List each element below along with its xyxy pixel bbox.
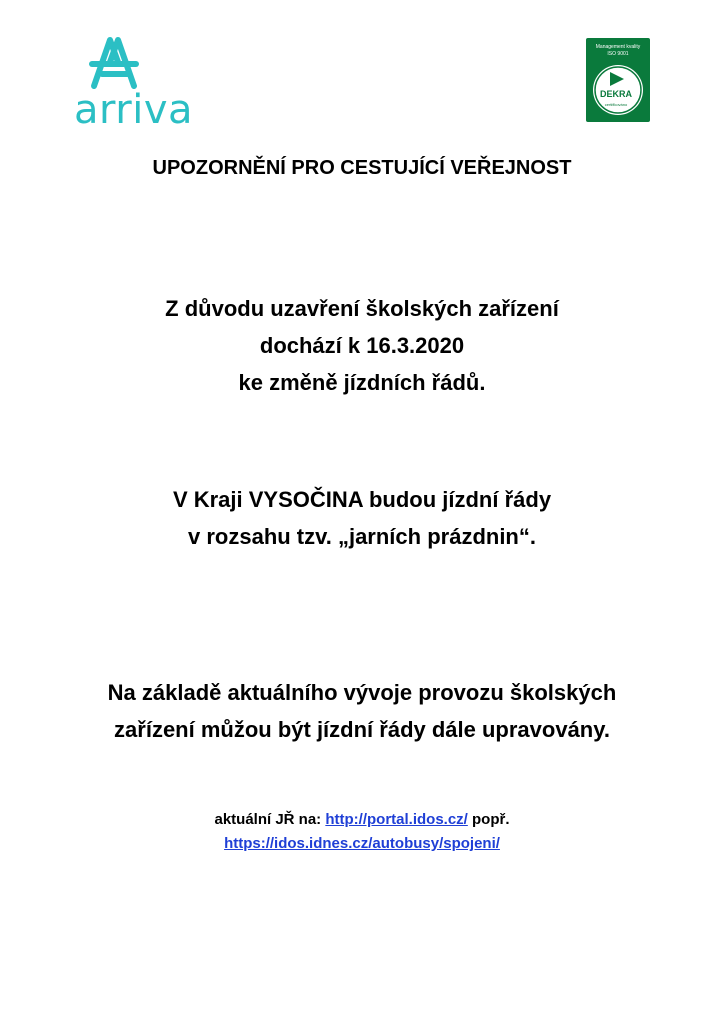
timetable-line-2: [0, 832, 724, 856]
timetable-links: [0, 808, 724, 856]
closure-line: ke změně jízdních řádů.: [238, 370, 486, 395]
dekra-side-text: certifikováno: [604, 102, 628, 107]
closure-line: Z důvodu uzavření školských zařízení: [165, 296, 559, 321]
arriva-logo: [74, 34, 193, 133]
timetable-prefix: aktuální JŘ na:: [214, 811, 326, 828]
dekra-top-text: Management kvality: [595, 44, 641, 50]
region-line: V Kraji VYSOČINA budou jízdní řády: [172, 487, 552, 512]
dekra-standard: ISO 9001: [607, 51, 629, 57]
dekra-certification-badge: [586, 38, 650, 122]
update-line: Na základě aktuálního vývoje provozu školských: [107, 680, 617, 705]
update-line: zařízení můžou být jízdní řády dále upravovány.: [114, 717, 610, 742]
timetable-middle: popř.: [467, 811, 510, 828]
dekra-brand: DEKRA: [599, 89, 633, 99]
arriva-mark-icon: [88, 34, 140, 90]
closure-line: dochází k 16.3.2020: [259, 333, 465, 358]
update-paragraph: [0, 674, 724, 748]
idos-idnes-link[interactable]: https://idos.idnes.cz/autobusy/spojeni/: [224, 835, 500, 852]
arriva-wordmark: arriva: [74, 87, 193, 133]
region-line: v rozsahu tzv. „jarních prázdnin“.: [188, 524, 536, 549]
region-paragraph: [0, 481, 724, 555]
portal-idos-link[interactable]: http://portal.idos.cz/: [325, 811, 468, 828]
timetable-line-1: [0, 808, 724, 832]
closure-paragraph: [0, 290, 724, 401]
notice-title: UPOZORNĚNÍ PRO CESTUJÍCÍ VEŘEJNOST: [152, 157, 572, 179]
